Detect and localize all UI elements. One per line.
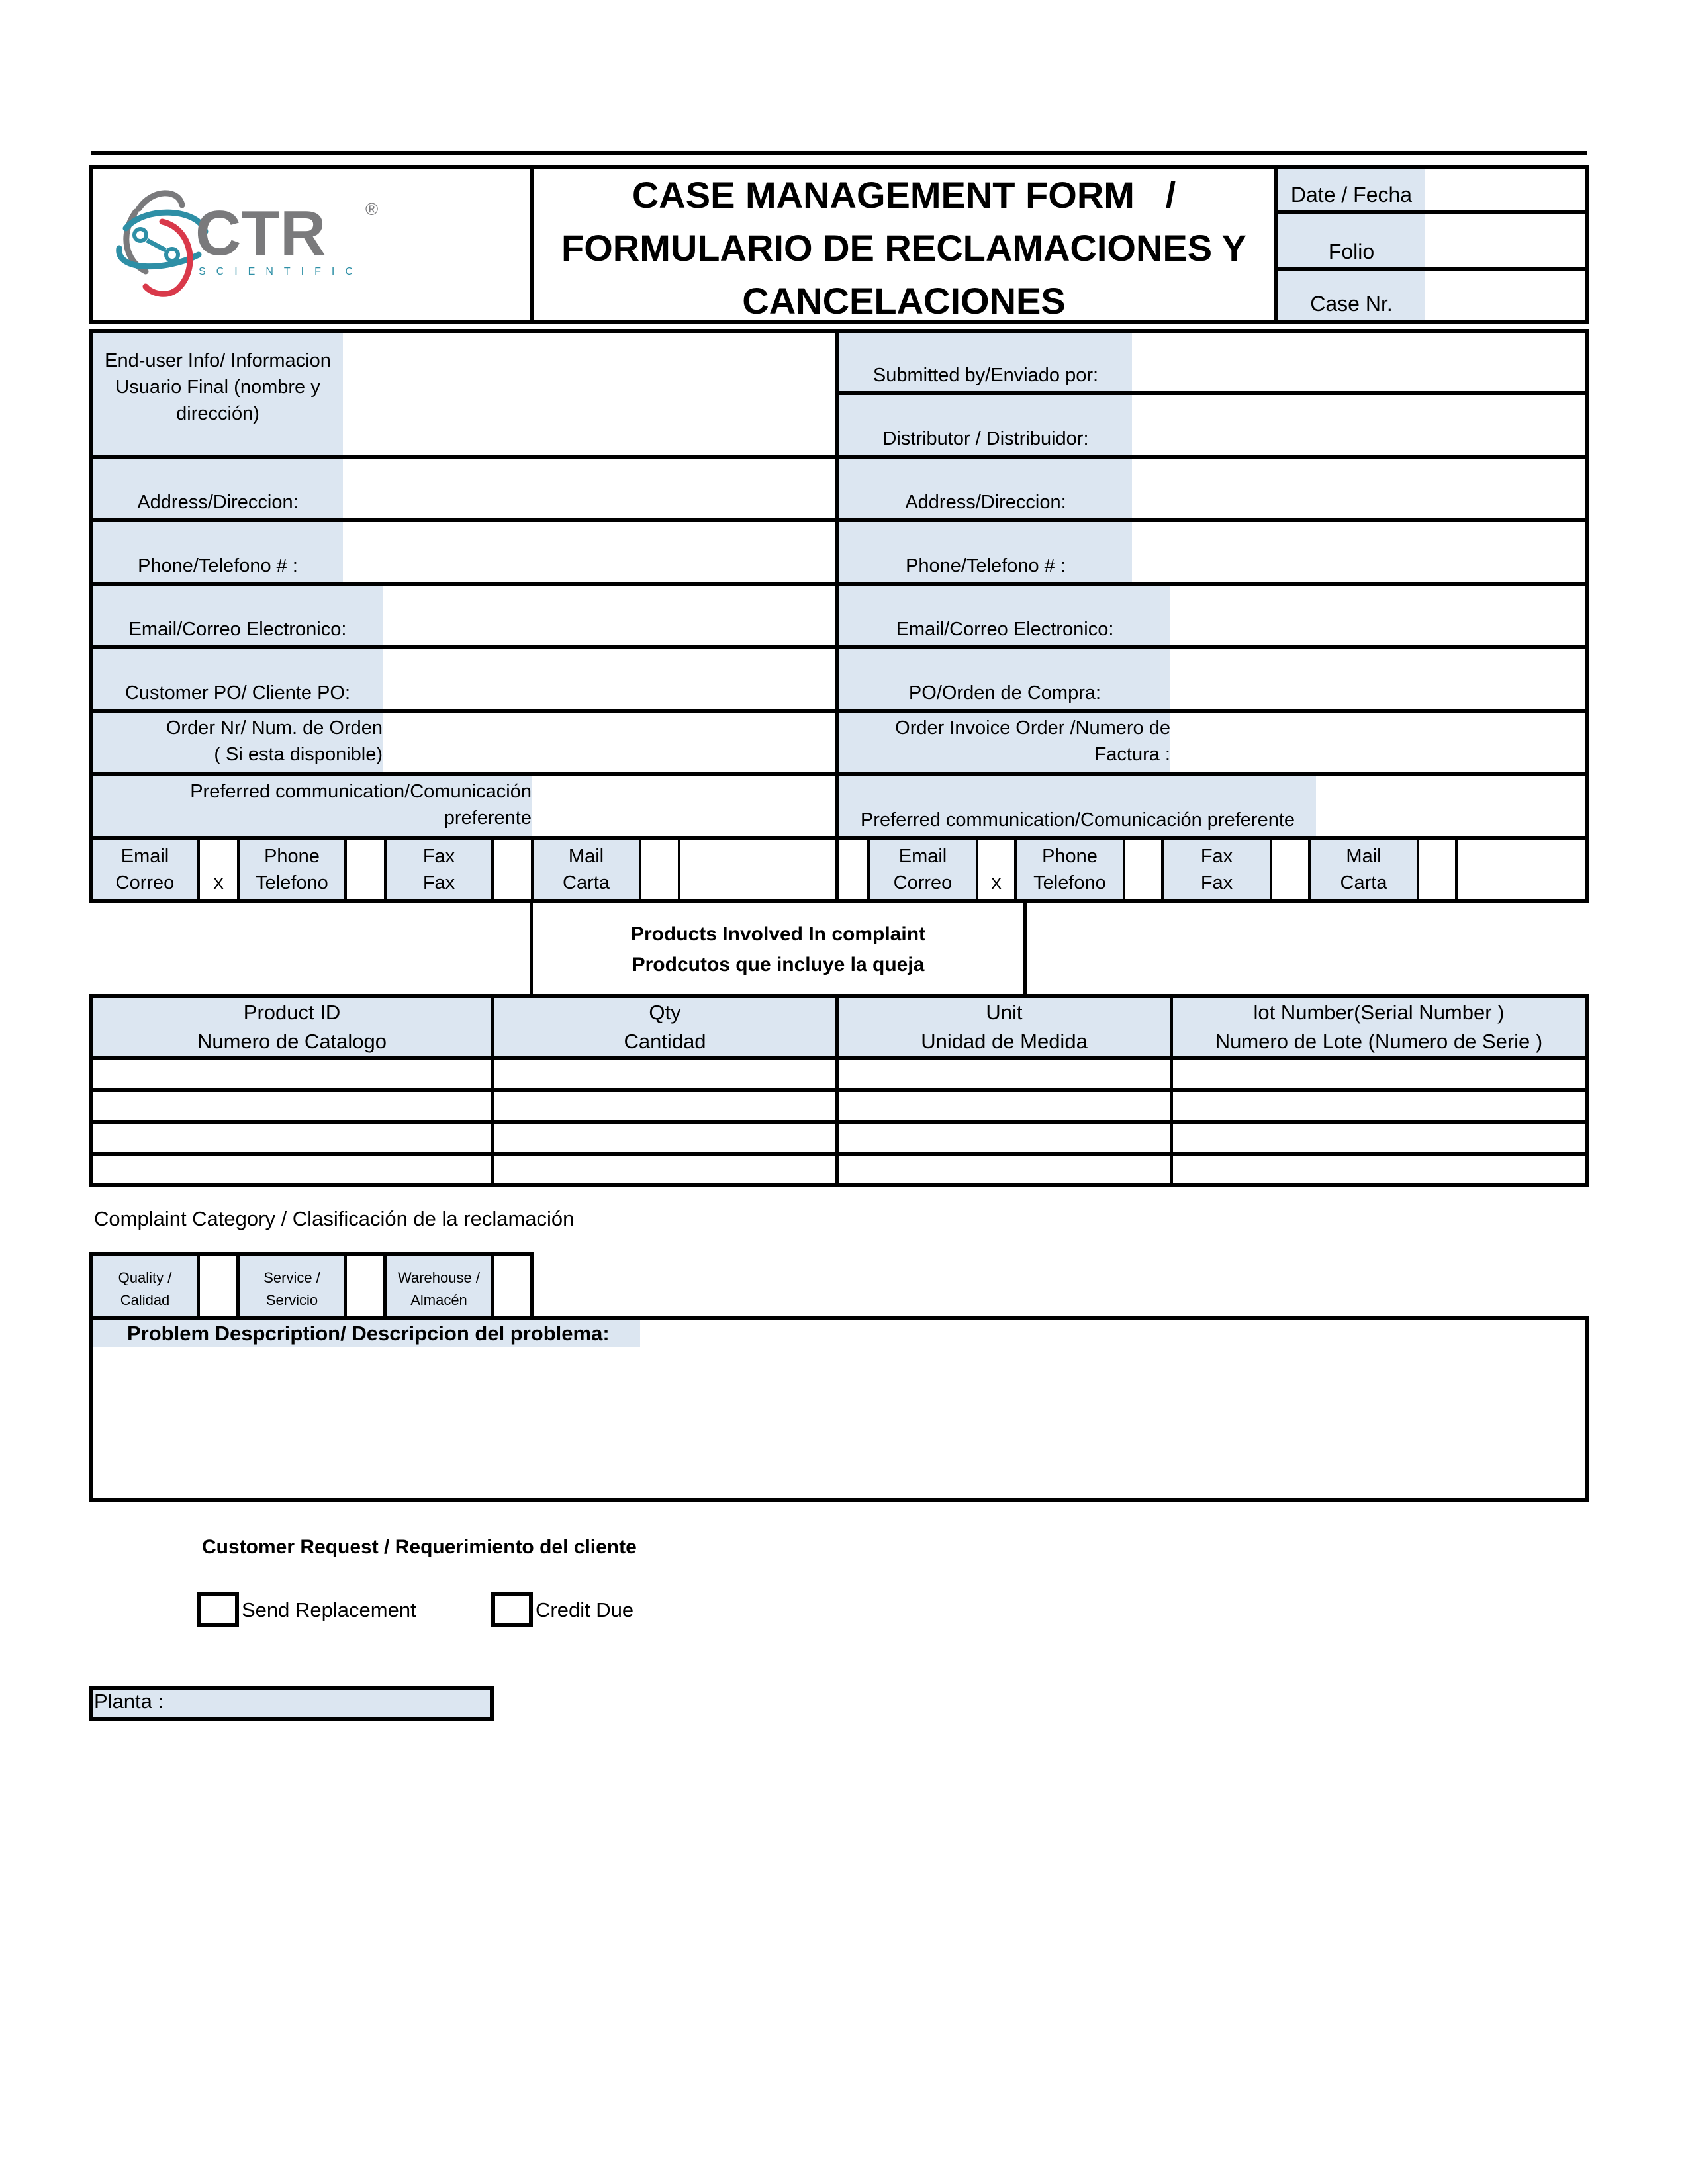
comm-l-mail-line1: Mail: [568, 846, 604, 867]
products-col-lot-line2: Numero de Lote (Numero de Serie ): [1215, 1030, 1543, 1053]
comm-r-email-line2: Correo: [893, 872, 953, 893]
comm-l-phone-line2: Telefono: [256, 872, 328, 893]
comm-l-email-checkbox[interactable]: X: [212, 874, 224, 893]
complaint-category-title: Complaint Category / Clasificación de la reclamación: [94, 1207, 575, 1230]
cat-warehouse-line1: Warehouse /: [398, 1269, 480, 1286]
product-row-1-qty[interactable]: [494, 1060, 835, 1088]
address-input-right[interactable]: [1132, 459, 1585, 518]
end-user-input[interactable]: [343, 333, 835, 455]
case-number-label: Case Nr.: [1310, 292, 1393, 316]
cat-warehouse-label: [387, 1256, 491, 1316]
products-heading-line1: Products Involved In complaint: [630, 923, 926, 945]
ctr-logo-icon: [106, 182, 397, 301]
folio-input[interactable]: [1425, 214, 1585, 267]
submitted-by-label: Submitted by/Enviado por:: [872, 365, 1099, 386]
preferred-comm-label-right: Preferred communication/Comunicación preferente: [860, 809, 1295, 831]
email-input-right[interactable]: [1170, 586, 1585, 645]
products-col-lot-line1: lot Number(Serial Number ): [1253, 1001, 1505, 1024]
comm-l-email-label: [93, 840, 197, 899]
comm-l-mail-line2: Carta: [563, 872, 610, 893]
cat-warehouse-checkbox[interactable]: [494, 1256, 531, 1316]
comm-r-email-label: [870, 840, 976, 899]
invoice-label: [839, 713, 1170, 772]
email-label-right: Email/Correo Electronico:: [896, 619, 1114, 640]
send-replacement-label: Send Replacement: [242, 1598, 416, 1621]
comm-r-fax-line1: Fax: [1200, 846, 1233, 867]
comm-r-phone-checkbox[interactable]: [1125, 840, 1161, 899]
form-title-line2: FORMULARIO DE RECLAMACIONES Y: [561, 227, 1246, 269]
address-label-left: Address/Direccion:: [137, 492, 299, 513]
form-title: [534, 169, 1274, 321]
phone-input-left[interactable]: [343, 522, 835, 582]
logo-brand-text: CTR: [195, 198, 326, 269]
cat-warehouse-line2: Almacén: [410, 1292, 467, 1308]
planta-label: Planta :: [94, 1690, 164, 1713]
products-heading: [533, 903, 1023, 996]
products-heading-line2: Prodcutos que incluye la queja: [632, 954, 925, 976]
comm-l-fax-line1: Fax: [422, 846, 455, 867]
comm-l-phone-checkbox[interactable]: [347, 840, 384, 899]
end-user-label-line2: Usuario Final (nombre y: [115, 377, 320, 398]
submitted-by-input[interactable]: [1132, 333, 1585, 391]
product-row-1-lot[interactable]: [1173, 1060, 1585, 1088]
top-rule: [91, 151, 1587, 155]
distributor-input[interactable]: [1132, 395, 1585, 455]
comm-l-email-line2: Correo: [115, 872, 175, 893]
customer-po-input[interactable]: [383, 649, 835, 709]
logo-registered-mark: ®: [365, 199, 379, 219]
products-col-unit-line1: Unit: [986, 1001, 1023, 1024]
preferred-comm-label-left: [93, 776, 532, 836]
comm-r-mail-label: [1311, 840, 1417, 899]
comm-r-fax-checkbox[interactable]: [1272, 840, 1308, 899]
email-input-left[interactable]: [383, 586, 835, 645]
product-row-2-qty[interactable]: [494, 1092, 835, 1120]
product-row-2-id[interactable]: [93, 1092, 491, 1120]
products-col-product-id-line1: Product ID: [243, 1001, 341, 1024]
problem-description-input[interactable]: [93, 1347, 1585, 1498]
phone-label-right: Phone/Telefono # :: [906, 555, 1066, 576]
product-row-3-unit[interactable]: [839, 1124, 1170, 1152]
comm-r-mail-line1: Mail: [1346, 846, 1382, 867]
order-number-label-line2: ( Si esta disponible): [214, 744, 383, 765]
invoice-label-line1: Order Invoice Order /Numero de: [895, 717, 1170, 739]
date-label: Date / Fecha: [1290, 183, 1413, 206]
logo-tagline: SCIENTIFIC: [199, 266, 363, 277]
cat-quality-label: [93, 1256, 197, 1316]
cat-quality-line1: Quality /: [118, 1269, 172, 1286]
distributor-label: Distributor / Distribuidor:: [882, 428, 1089, 449]
comm-l-phone-line1: Phone: [264, 846, 320, 867]
products-col-lot: [1173, 998, 1585, 1056]
comm-l-email-line1: Email: [120, 846, 169, 867]
comm-r-div-9: [1455, 840, 1458, 899]
phone-label-left: Phone/Telefono # :: [138, 555, 298, 576]
comm-r-email-checkbox[interactable]: X: [990, 874, 1002, 893]
form-title-line3: CANCELACIONES: [742, 280, 1066, 322]
customer-request-title: Customer Request / Requerimiento del cliente: [202, 1536, 637, 1558]
product-row-3-qty[interactable]: [494, 1124, 835, 1152]
credit-due-checkbox[interactable]: [491, 1592, 533, 1627]
preferred-comm-input-right[interactable]: [1316, 776, 1585, 836]
comm-r-email-line1: Email: [898, 846, 947, 867]
cat-service-checkbox[interactable]: [347, 1256, 383, 1316]
case-number-input[interactable]: [1425, 271, 1585, 320]
comm-l-fax-label: [387, 840, 491, 899]
preferred-comm-input-left[interactable]: [532, 776, 835, 836]
send-replacement-checkbox[interactable]: [197, 1592, 239, 1627]
product-row-4-unit[interactable]: [839, 1156, 1170, 1183]
product-row-2-lot[interactable]: [1173, 1092, 1585, 1120]
cat-quality-checkbox[interactable]: [200, 1256, 236, 1316]
preferred-comm-left-line1: Preferred communication/Comunicación: [190, 781, 532, 802]
order-number-label-line1: Order Nr/ Num. de Orden: [165, 717, 383, 739]
comm-r-fax-label: [1164, 840, 1270, 899]
date-input[interactable]: [1425, 169, 1585, 210]
folio-label: Folio: [1328, 240, 1375, 263]
comm-l-fax-line2: Fax: [422, 872, 455, 893]
comm-r-phone-line1: Phone: [1042, 846, 1098, 867]
comm-l-fax-checkbox[interactable]: [494, 840, 531, 899]
comm-l-mail-checkbox[interactable]: [641, 840, 678, 899]
comm-l-div-8: [678, 840, 680, 899]
product-row-4-qty[interactable]: [494, 1156, 835, 1183]
ctr-logo: [106, 182, 397, 301]
end-user-label: [93, 333, 343, 455]
problem-description-label: Problem Despcription/ Descripcion del problema:: [127, 1322, 610, 1345]
comm-r-phone-line2: Telefono: [1033, 872, 1106, 893]
product-row-3-id[interactable]: [93, 1124, 491, 1152]
products-col-qty-line2: Cantidad: [624, 1030, 706, 1053]
cat-service-line2: Servicio: [265, 1292, 318, 1308]
preferred-comm-left-line2: preferente: [444, 807, 532, 829]
comm-r-phone-label: [1017, 840, 1123, 899]
products-col-unit: [839, 998, 1170, 1056]
phone-input-right[interactable]: [1132, 522, 1585, 582]
invoice-input[interactable]: [1170, 713, 1585, 772]
product-row-1-id[interactable]: [93, 1060, 491, 1088]
order-number-input[interactable]: [383, 713, 835, 772]
po-input-right[interactable]: [1170, 649, 1585, 709]
products-col-unit-line2: Unidad de Medida: [921, 1030, 1088, 1053]
product-row-2-unit[interactable]: [839, 1092, 1170, 1120]
order-number-label: [93, 713, 383, 772]
cat-service-line1: Service /: [263, 1269, 320, 1286]
products-col-product-id-line2: Numero de Catalogo: [197, 1030, 387, 1053]
products-col-qty: [494, 998, 835, 1056]
comm-r-mail-checkbox[interactable]: [1419, 840, 1455, 899]
address-label-right: Address/Direccion:: [905, 492, 1066, 513]
comm-l-mail-label: [534, 840, 639, 899]
product-row-4-lot[interactable]: [1173, 1156, 1585, 1183]
end-user-label-line3: dirección): [176, 403, 259, 424]
comm-r-fax-line2: Fax: [1200, 872, 1233, 893]
form-title-line1: CASE MANAGEMENT FORM /: [632, 174, 1176, 216]
cat-quality-line2: Calidad: [120, 1292, 170, 1308]
products-col-product-id: [93, 998, 491, 1056]
product-row-1-unit[interactable]: [839, 1060, 1170, 1088]
product-row-4-id[interactable]: [93, 1156, 491, 1183]
comm-l-phone-label: [240, 840, 344, 899]
invoice-label-line2: Factura :: [1094, 744, 1170, 765]
email-label-left: Email/Correo Electronico:: [128, 619, 347, 640]
products-col-qty-line1: Qty: [649, 1001, 681, 1024]
product-row-3-lot[interactable]: [1173, 1124, 1585, 1152]
address-input-left[interactable]: [343, 459, 835, 518]
end-user-label-line1: End-user Info/ Informacion: [105, 350, 331, 371]
comm-r-mail-line2: Carta: [1340, 872, 1387, 893]
po-label-right: PO/Orden de Compra:: [908, 682, 1102, 704]
cat-service-label: [240, 1256, 344, 1316]
credit-due-label: Credit Due: [536, 1598, 634, 1621]
customer-po-label: Customer PO/ Cliente PO:: [124, 682, 351, 704]
